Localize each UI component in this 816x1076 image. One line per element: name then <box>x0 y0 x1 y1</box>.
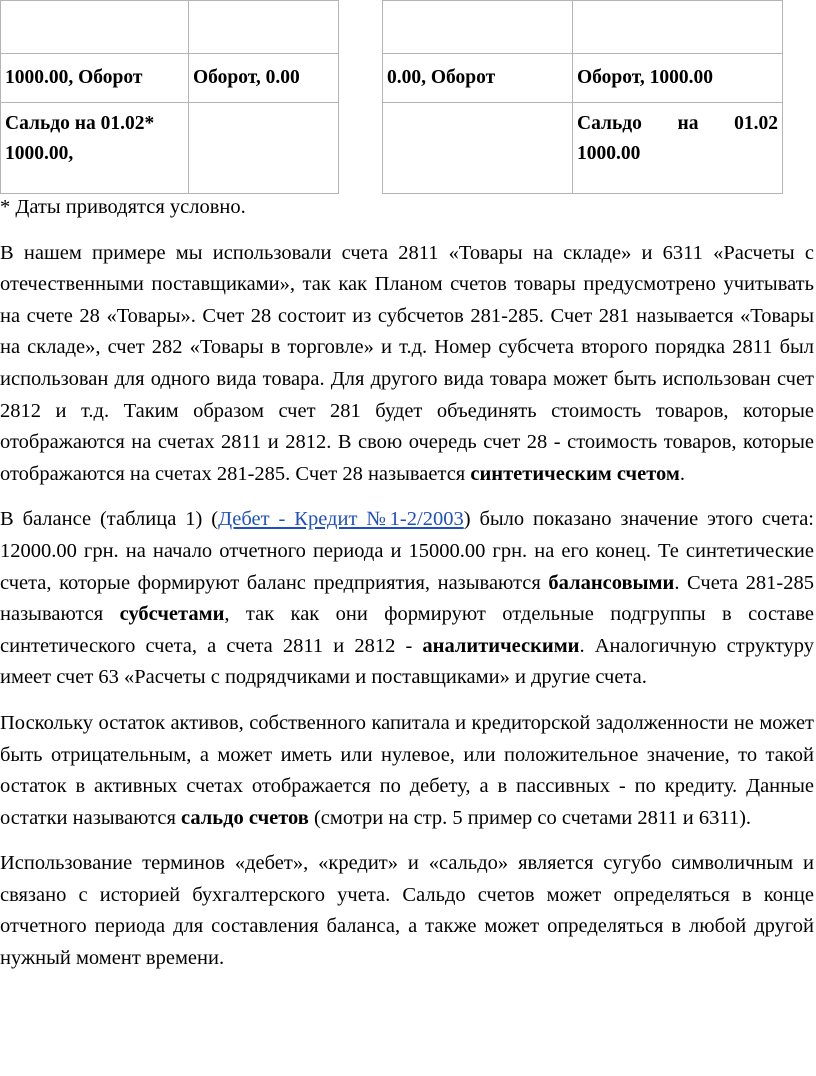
term-balance-accounts: балансовыми <box>548 571 675 594</box>
table-row <box>383 1 783 54</box>
table-row <box>1 54 339 103</box>
debit-credit-link[interactable]: Дебет - Кредит №1-2/2003 <box>218 508 464 531</box>
table-cell <box>383 103 573 194</box>
paragraph-text: ) было показано значение этого счета: 12000.00 грн. на начало отчетного периода и 15000.00 грн. на его конец. Те синтетические счета, которые формируют баланс предприятия, называются <box>0 508 814 594</box>
debit-turnover-cell: 1000.00, Оборот <box>1 54 189 103</box>
table-row <box>1 1 339 54</box>
table-cell <box>189 1 339 54</box>
table-row <box>383 54 783 103</box>
credit-turnover-cell: Оборот, 0.00 <box>189 54 339 103</box>
table-cell <box>189 103 339 194</box>
balance-label: Сальдо на 01.02* <box>5 113 155 134</box>
term-synthetic-account: синтетическим счетом <box>470 462 680 485</box>
paragraph-balance-accounts <box>0 504 814 694</box>
paragraph-text: Поскольку остаток активов, собственного капитала и кредиторской задолженности не может быть отрицательным, а может иметь или нулевое, или положительное значение, то такой остаток в активных счетах отображается по дебету, а в пассивных - по кредиту. Данные остатки называются <box>0 711 814 829</box>
paragraph-text: . Аналогичную структуру имеет счет 63 «Расчеты с подрядчиками и поставщиками» и другие счета. <box>0 634 815 689</box>
paragraph-text: (смотри на стр. 5 пример со счетами 2811 и 6311). <box>308 806 752 829</box>
table-row <box>1 103 339 194</box>
balance-cell <box>1 103 189 194</box>
paragraph-text: . <box>679 462 685 485</box>
table-cell <box>573 1 783 54</box>
balance-value: 1000.00 <box>577 143 641 164</box>
paragraph-terms-history: Использование терминов «дебет», «кредит» и «сальдо» является сугубо символичным и связано с историей бухгалтерского учета. Сальдо счетов может определяться в конце отчетного периода для составления баланса, а также может определяться в любой другой нужный момент времени. <box>0 852 814 970</box>
balance-cell <box>573 103 783 194</box>
footnote: * Даты приводятся условно. <box>0 196 246 218</box>
paragraph-account-balance <box>0 708 814 834</box>
term-analytical: аналитическими <box>422 634 580 657</box>
document-body <box>0 192 814 975</box>
credit-turnover-cell: Оборот, 1000.00 <box>573 54 783 103</box>
paragraph-text: , так как они формируют отдельные подгруппы в составе синтетического счета, а счета 2811 и 2812 - <box>0 603 815 657</box>
paragraph-text: В балансе (таблица 1) ( <box>0 508 219 531</box>
table-row <box>383 103 783 194</box>
balance-label: Сальдо на 01.02 <box>577 113 778 134</box>
ledger-tables <box>0 0 790 190</box>
table-cell <box>383 1 573 54</box>
debit-turnover-cell: 0.00, Оборот <box>383 54 573 103</box>
balance-value: 1000.00, <box>5 143 74 164</box>
term-subaccounts: субсчетами <box>119 603 225 626</box>
paragraph-text: . Счета 281-285 называются <box>0 571 815 626</box>
ledger-table-right <box>382 0 783 194</box>
term-account-balance: сальдо счетов <box>181 806 309 829</box>
paragraph-synthetic-account <box>0 238 814 491</box>
ledger-table-left <box>0 0 339 194</box>
paragraph-text: В нашем примере мы использовали счета 2811 «Товары на складе» и 6311 «Расчеты с отечественными поставщиками», так как Планом счетов товары предусмотрено учитывать на счете 28 «Товары». Счет 28 состоит из субсчетов 281-285. Счет 281 называется «Товары на складе», счет 282 «Товары в торговле» и т.д. Номер субсчета второго порядка 2811 был использован для одного вида товара. Для другого вида товара может быть использован счет 2812 и т.д. Таким образом счет 281 будет объединять стоимость товаров, которые отображаются на счетах 2811 и 2812. В свою очередь счет 28 - стоимость товаров, которые отображаются на счетах 281-285. Счет 28 называется <box>0 241 814 485</box>
table-cell <box>1 1 189 54</box>
